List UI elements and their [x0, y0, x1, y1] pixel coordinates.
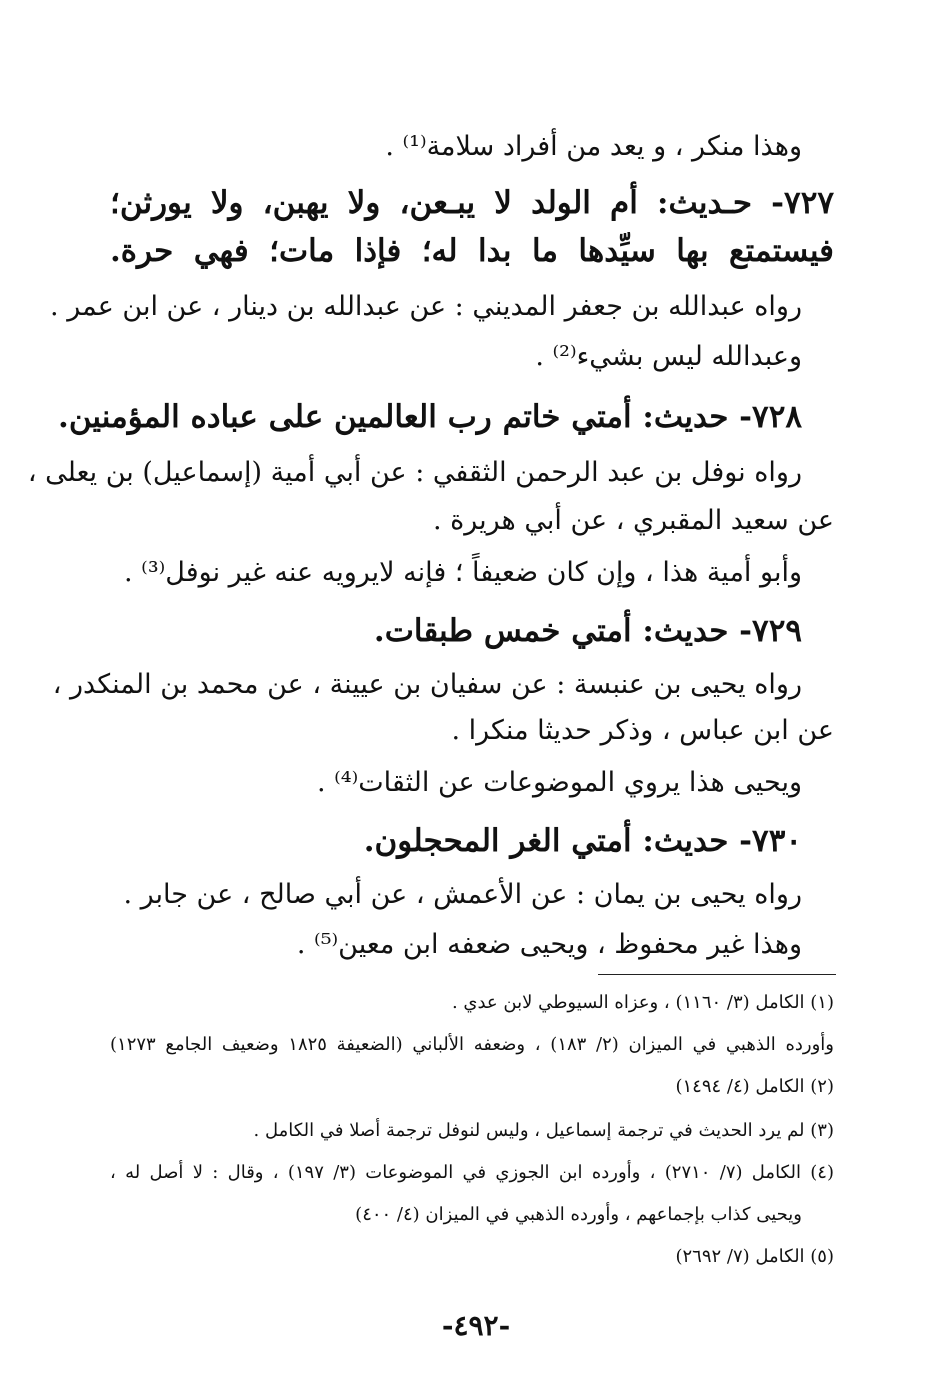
hadith-heading-727: ٧٢٧- حـديث: أم الولد لا يبـعن، ولا يهبن، ولا يورثن؛	[110, 185, 834, 221]
footnote-line: (٣) لم يرد الحديث في ترجمة إسماعيل ، وليس لنوفل ترجمة أصلا في الكامل .	[253, 1120, 834, 1141]
footnote-line: (١) الكامل (٣/ ١١٦٠) ، وعزاه السيوطي لابن عدي .	[451, 992, 834, 1013]
hadith-text-727: فيستمتع بها سيِّدها ما بدا له؛ فإذا مات؛ فهي حرة.	[110, 233, 834, 269]
footnote-line: (٥) الكامل (٧/ ٢٦٩٢)	[675, 1246, 834, 1267]
text-line: عن سعيد المقبري ، عن أبي هريرة .	[432, 505, 834, 536]
text-line: وعبدالله ليس بشيء⁽²⁾ .	[535, 341, 802, 372]
text-line: رواه يحيى بن عنبسة : عن سفيان بن عيينة ، عن محمد بن المنكدر ،	[52, 669, 802, 700]
page-number: -٤٩٢-	[441, 1309, 511, 1342]
text-line: رواه عبدالله بن جعفر المديني : عن عبدالله بن دينار ، عن ابن عمر .	[50, 291, 802, 322]
text-line: رواه نوفل بن عبد الرحمن الثقفي : عن أبي أمية (إسماعيل) بن يعلى ،	[27, 457, 802, 488]
text-line: ويحيى هذا يروي الموضوعات عن الثقات⁽⁴⁾ .	[316, 767, 802, 798]
text-line: رواه يحيى بن يمان : عن الأعمش ، عن أبي صالح ، عن جابر .	[123, 879, 802, 910]
text-line: عن ابن عباس ، وذكر حديثا منكرا .	[451, 715, 834, 746]
hadith-heading-728: ٧٢٨- حديث: أمتي خاتم رب العالمين على عباده المؤمنين.	[58, 399, 802, 435]
text-line: وهذا منكر ، و يعد من أفراد سلامة⁽¹⁾ .	[385, 131, 802, 162]
hadith-heading-729: ٧٢٩- حديث: أمتي خمس طبقات.	[373, 613, 802, 649]
footnote-line: (٤) الكامل (٧/ ٢٧١٠) ، وأورده ابن الجوزي في الموضوعات (٣/ ١٩٧) ، وقال : لا أصل له ،	[110, 1162, 834, 1183]
text-line: وهذا غير محفوظ ، ويحيى ضعفه ابن معين⁽⁵⁾ .	[296, 929, 802, 960]
hadith-heading-730: ٧٣٠- حديث: أمتي الغر المحجلون.	[363, 823, 802, 859]
text-line: وأبو أمية هذا ، وإن كان ضعيفاً ؛ فإنه لايرويه عنه غير نوفل⁽³⁾ .	[124, 557, 802, 588]
footnote-line: (٢) الكامل (٤/ ١٤٩٤)	[675, 1076, 834, 1097]
footnote-line: وأورده الذهبي في الميزان (٢/ ١٨٣) ، وضعفه الألباني (الضعيفة ١٨٢٥ وضعيف الجامع ١٢٧٣)	[110, 1034, 834, 1055]
footnote-line: ويحيى كذاب بإجماعهم ، وأورده الذهبي في الميزان (٤/ ٤٠٠)	[355, 1204, 802, 1225]
footnote-separator	[598, 974, 836, 975]
